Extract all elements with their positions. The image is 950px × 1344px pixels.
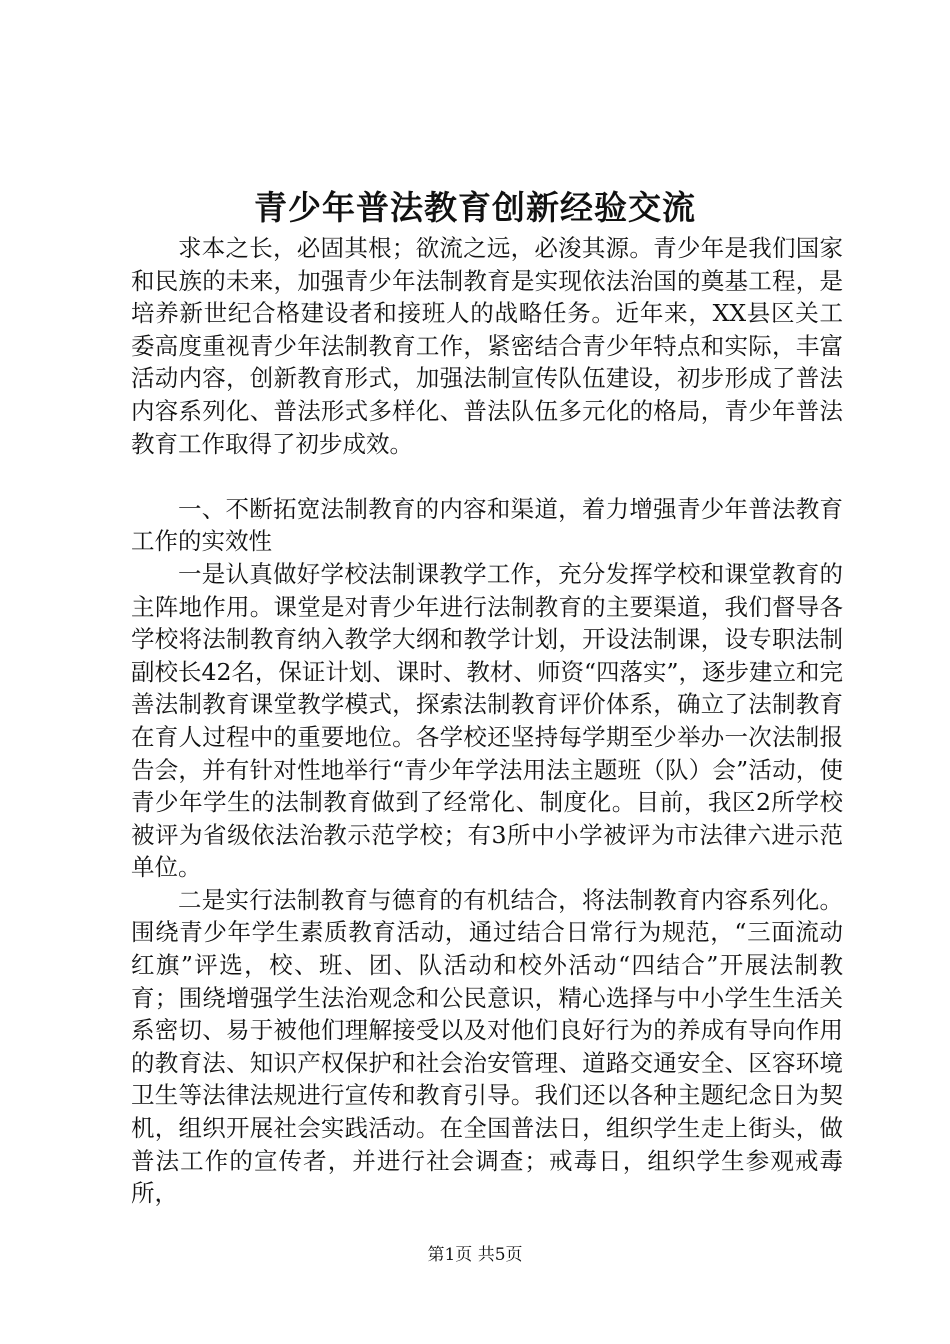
intro-paragraph: 求本之长，必固其根；欲流之远，必浚其源。青少年是我们国家和民族的未来，加强青少年法制教育是实现依法治国的奠基工程，是培养新世纪合格建设者和接班人的战略任务。近年来，XX县区关工委高度重视青少年法制教育工作，紧密结合青少年特点和实际，丰富活动内容，创新教育形式，加强法制宣传队伍建设，初步形成了普法内容系列化、普法形式多样化、普法队伍多元化的格局，青少年普法教育工作取得了初步成效。	[131, 234, 843, 458]
section-heading: 一、不断拓宽法制教育的内容和渠道，着力增强青少年普法教育工作的实效性	[131, 494, 843, 556]
body-paragraph: 二是实行法制教育与德育的有机结合，将法制教育内容系列化。围绕青少年学生素质教育活动，通过结合日常行为规范，“三面流动红旗”评选，校、班、团、队活动和校外活动“四结合”开展法制教育；围绕增强学生法治观念和公民意识，精心选择与中小学生生活关系密切、易于被他们理解接受以及对他们良好行为的养成有导向作用的教育法、知识产权保护和社会治安管理、道路交通安全、区容环境卫生等法律法规进行宣传和教育引导。我们还以各种主题纪念日为契机，组织开展社会实践活动。在全国普法日，组织学生走上街头，做普法工作的宣传者，并进行社会调查；戒毒日，组织学生参观戒毒所，	[131, 885, 843, 1208]
document-body	[131, 232, 843, 1210]
page-number: 第1页 共5页	[427, 1245, 523, 1265]
document-title: 青少年普法教育创新经验交流	[254, 188, 696, 227]
paragraph-spacer	[131, 460, 843, 493]
body-paragraph: 一是认真做好学校法制课教学工作，充分发挥学校和课堂教育的主阵地作用。课堂是对青少年进行法制教育的主要渠道，我们督导各学校将法制教育纳入教学大纲和教学计划，开设法制课，设专职法制副校长42名，保证计划、课时、教材、师资“四落实”，逐步建立和完善法制教育课堂教学模式，探索法制教育评价体系，确立了法制教育在育人过程中的重要地位。各学校还坚持每学期至少举办一次法制报告会，并有针对性地举行“青少年学法用法主题班（队）会”活动，使青少年学生的法制教育做到了经常化、制度化。目前，我区2所学校被评为省级依法治教示范学校；有3所中小学被评为市法律六进示范单位。	[131, 559, 843, 882]
